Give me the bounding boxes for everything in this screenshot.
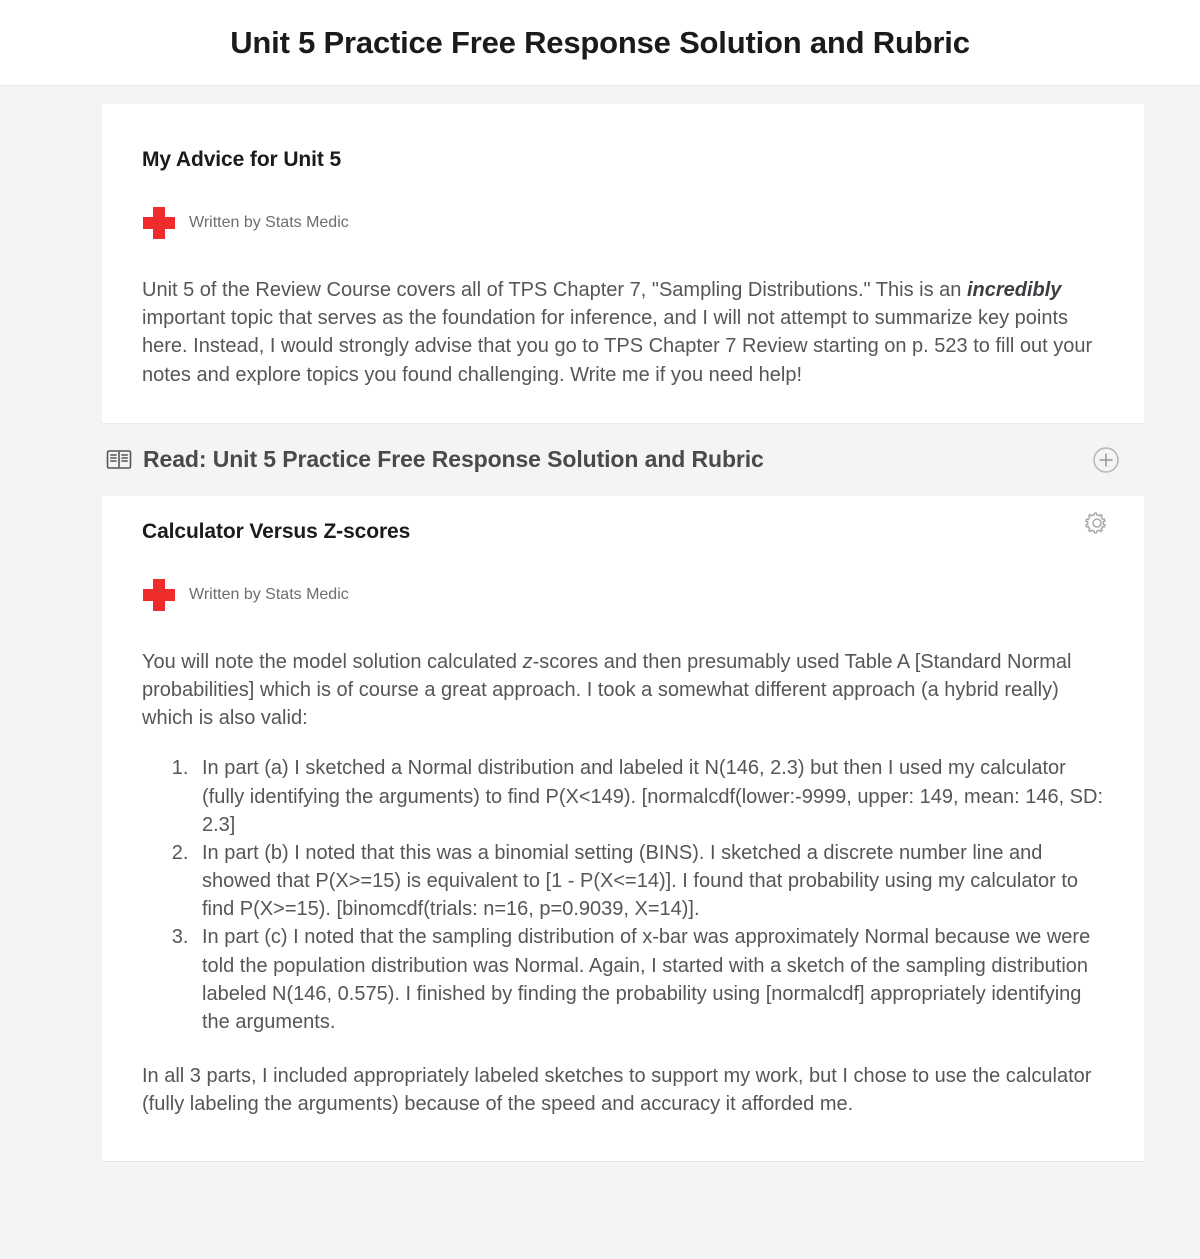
advice-paragraph-part2: important topic that serves as the foundation for inference, and I will not attempt to summarize key points here. Instead, I would strongly advise that you go to TPS Chapter 7 Review starting on p. 523 to fill out your notes and explore topics you found challenging. Write me if you need help! [142, 307, 1093, 386]
list-item: 2. In part (b) I noted that this was a binomial setting (BINS). I sketched a discrete number line and showed that P(X>=15) is equivalent to [1 - P(X<=14)]. I found that probability using my calculator to find P(X>=15). [binomcdf(trials: n=16, p=0.9039, X=14)]. [194, 839, 1104, 924]
solution-steps-list [142, 754, 1104, 1036]
advice-paragraph-part1: Unit 5 of the Review Course covers all of TPS Chapter 7, "Sampling Distributions." This is an [142, 279, 967, 301]
advice-paragraph-emphasis: incredibly [966, 279, 1062, 301]
list-item: 3. In part (c) I noted that the sampling distribution of x-bar was approximately Normal because we were told the population distribution was Normal. Again, I started with a sketch of the sampling distribution labeled N(146, 0.575). I finished by finding the probability using [normalcdf] appropriately identifying the arguments. [194, 923, 1104, 1036]
read-section-title: Read: Unit 5 Practice Free Response Solution and Rubric [143, 446, 764, 473]
page-header [0, 0, 1200, 86]
advice-card [102, 104, 1144, 424]
read-section-header[interactable] [102, 424, 1144, 496]
solution-intro-emphasis: z [522, 650, 533, 673]
advice-card-title: My Advice for Unit 5 [142, 148, 342, 171]
solution-closing-paragraph: In all 3 parts, I included appropriately labeled sketches to support my work, but I chose to use the calculator (fully labeling the arguments) because of the speed and accuracy it afforded me. [142, 1065, 1092, 1116]
red-cross-icon [142, 578, 176, 612]
advice-paragraph [142, 276, 1104, 389]
solution-intro-part1: You will note the model solution calculated [142, 650, 523, 673]
solution-intro-part2: -scores and then presumably used Table A [Standard Normal probabilities] which is of course a great approach. I took a somewhat different approach (a hybrid really) which is also valid: [142, 650, 1072, 730]
solution-card [102, 496, 1144, 1162]
open-book-icon [106, 447, 132, 473]
red-cross-icon [142, 206, 176, 240]
solution-byline-text: Written by Stats Medic [189, 585, 349, 603]
page-title: Unit 5 Practice Free Response Solution and Rubric [230, 24, 970, 60]
advice-byline-text: Written by Stats Medic [189, 214, 349, 231]
solution-intro-paragraph [142, 648, 1104, 733]
page-body [0, 104, 1200, 1162]
list-item: 1. In part (a) I sketched a Normal distribution and labeled it N(146, 2.3) but then I used my calculator (fully identifying the arguments) to find P(X<149). [normalcdf(lower:-9999, upper: 149, mean: 146, SD: 2.3] [194, 754, 1104, 839]
solution-card-title: Calculator Versus Z-scores [142, 519, 411, 543]
plus-circle-icon[interactable] [1092, 446, 1120, 474]
solution-byline [142, 578, 1104, 612]
gear-icon[interactable] [1084, 510, 1110, 536]
advice-byline [142, 206, 1104, 240]
